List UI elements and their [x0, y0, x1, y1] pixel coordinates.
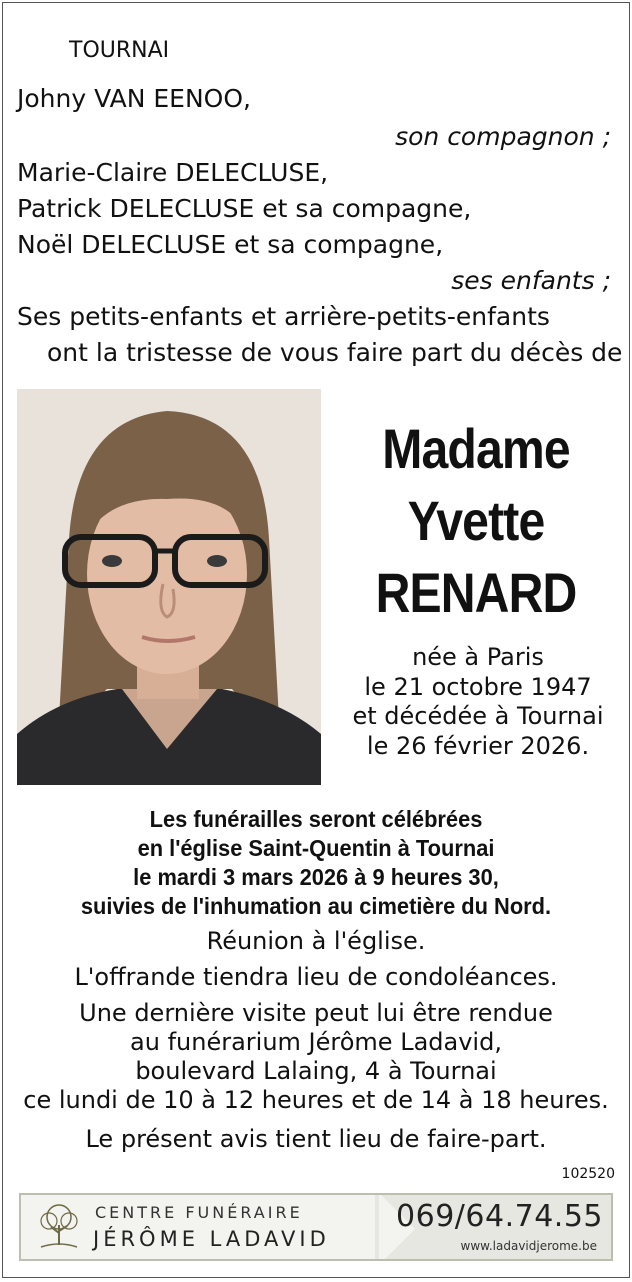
website-link[interactable]: www.ladavidjerome.be	[460, 1239, 597, 1253]
announcement-line: ont la tristesse de vous faire part du décès de	[47, 338, 623, 367]
death-place: et décédée à Tournai	[352, 702, 604, 730]
deceased-last-name: RENARD	[375, 561, 577, 624]
portrait-illustration	[17, 389, 321, 785]
visit-line: ce lundi de 10 à 12 heures et de 14 à 18 heures.	[23, 1086, 609, 1114]
funeral-line: en l'église Saint-Quentin à Tournai	[137, 835, 495, 861]
phone-number[interactable]: 069/64.74.55	[396, 1199, 603, 1234]
birth-place: née à Paris	[412, 643, 544, 671]
child-name: Marie-Claire DELECLUSE,	[17, 158, 329, 187]
funeral-home-label: CENTRE FUNÉRAIRE	[95, 1203, 303, 1222]
funeral-line: le mardi 3 mars 2026 à 9 heures 30,	[133, 864, 499, 890]
funeral-home-name: JÉRÔME LADAVID	[93, 1227, 330, 1251]
deceased-first-name: Yvette	[407, 489, 545, 552]
children-role: ses enfants ;	[451, 266, 611, 295]
reference-number: 102520	[561, 1166, 615, 1182]
funeral-line: suivies de l'inhumation au cimetière du Nord.	[80, 893, 552, 919]
meeting-line: Réunion à l'église.	[206, 927, 426, 955]
companion-role: son compagnon ;	[395, 122, 611, 151]
life-dates	[333, 643, 623, 761]
deceased-title: Madame	[382, 417, 570, 480]
companion-name: Johny VAN EENOO,	[17, 84, 251, 113]
visit-line: boulevard Lalaing, 4 à Tournai	[135, 1057, 497, 1085]
obituary-notice	[2, 2, 630, 1278]
portrait-photo	[17, 389, 321, 785]
tree-icon	[31, 1199, 87, 1255]
child-name: Patrick DELECLUSE et sa compagne,	[17, 194, 472, 223]
offering-line: L'offrande tiendra lieu de condoléances.	[74, 963, 558, 991]
visit-line: Une dernière visite peut lui être rendue	[79, 999, 553, 1027]
notice-line: Le présent avis tient lieu de faire-part.	[85, 1125, 547, 1153]
child-name: Noël DELECLUSE et sa compagne,	[17, 230, 444, 259]
death-date: le 26 février 2026.	[366, 731, 590, 760]
city-header: TOURNAI	[69, 38, 170, 63]
funeral-details	[19, 805, 614, 921]
birth-date: le 21 octobre 1947	[364, 672, 592, 701]
visit-line: au funérarium Jérôme Ladavid,	[130, 1028, 502, 1056]
deceased-name-block	[333, 413, 619, 629]
funeral-home-banner	[19, 1193, 613, 1261]
grandchildren-line: Ses petits-enfants et arrière-petits-enfants	[17, 302, 550, 331]
funeral-line: Les funérailles seront célébrées	[149, 806, 483, 832]
